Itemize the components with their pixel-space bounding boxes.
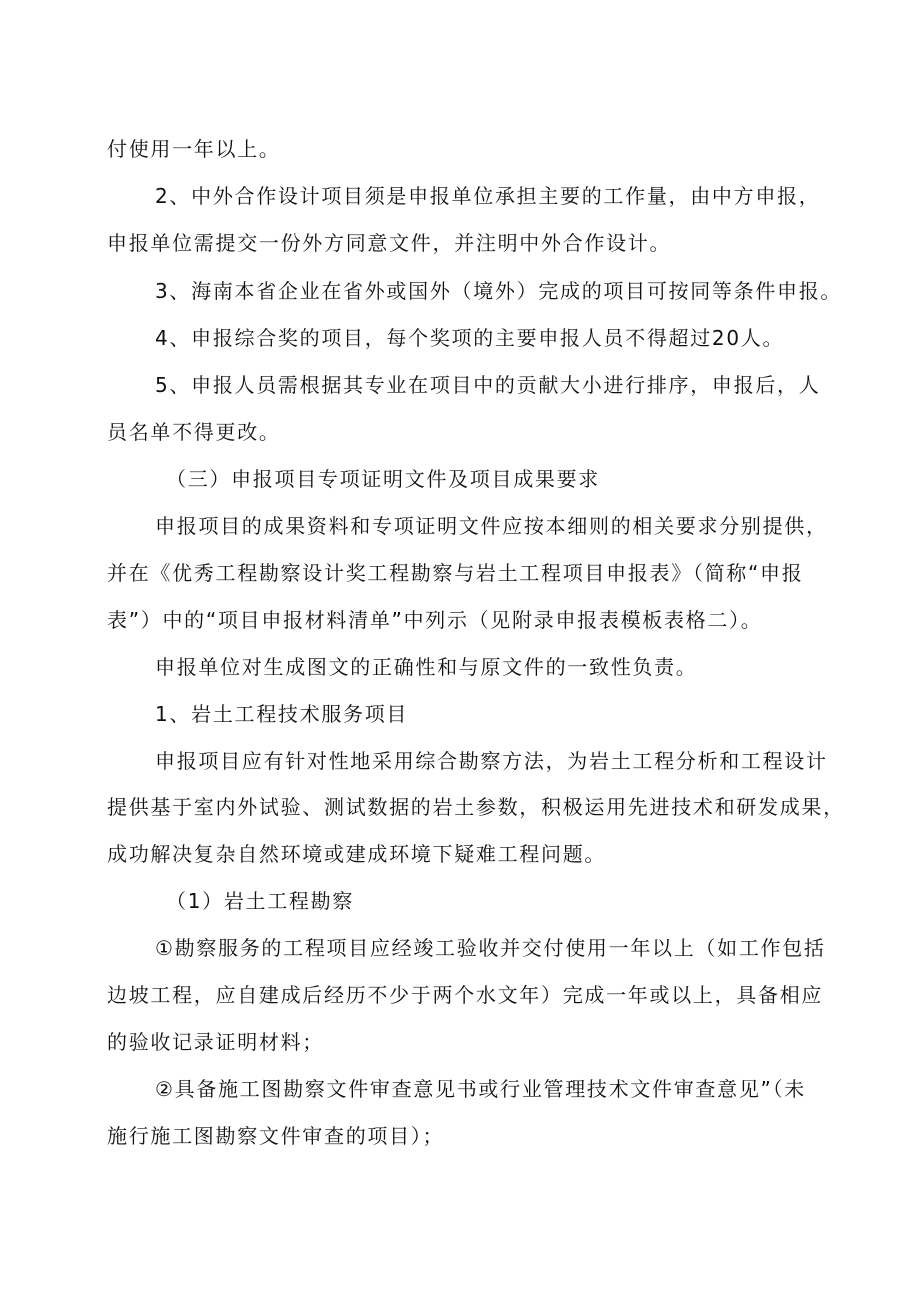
text-line: 施行施工图勘察文件审查的项目）； — [107, 1124, 445, 1148]
text-line: 申报单位需提交一份外方同意文件，并注明中外合作设计。 — [107, 231, 672, 255]
text-line: 付使用一年以上。 — [107, 137, 281, 161]
text-line: ①勘察服务的工程项目应经竣工验收并交付使用一年以上（如工作包括 — [155, 936, 826, 960]
text-line: 表”）中的“项目申报材料清单”中列示（见附录申报表模板表格二）。 — [107, 608, 763, 632]
subsection-heading: 1、岩土工程技术服务项目 — [155, 702, 409, 726]
text-line: 2、中外合作设计项目须是申报单位承担主要的工作量，由中方申报， — [155, 184, 821, 208]
text-line: 并在《优秀工程勘察设计奖工程勘察与岩土工程项目申报表》（简称“申报 — [107, 561, 804, 585]
text-line: 3、海南本省企业在省外或国外（境外）完成的项目可按同等条件申报。 — [155, 279, 843, 303]
text-line: 5、申报人员需根据其专业在项目中的贡献大小进行排序，申报后，人 — [155, 373, 821, 397]
text-line: 4、申报综合奖的项目，每个奖项的主要申报人员不得超过20人。 — [155, 326, 785, 350]
text-line: ②具备施工图勘察文件审查意见书或行业管理技术文件审查意见”（未 — [155, 1077, 806, 1101]
text-line: 员名单不得更改。 — [107, 420, 281, 444]
text-line: 的验收记录证明材料； — [107, 1030, 324, 1054]
subsection-heading: （1）岩土工程勘察 — [166, 889, 355, 913]
text-line: 申报项目应有针对性地采用综合勘察方法，为岩土工程分析和工程设计 — [155, 749, 828, 773]
text-line: 边坡工程，应自建成后经历不少于两个水文年）完成一年或以上，具备相应 — [107, 983, 824, 1007]
text-line: 申报单位对生成图文的正确性和与原文件的一致性负责。 — [155, 655, 698, 679]
text-line: 成功解决复杂自然环境或建成环境下疑难工程问题。 — [107, 842, 607, 866]
text-line: 申报项目的成果资料和专项证明文件应按本细则的相关要求分别提供， — [155, 514, 828, 538]
section-heading: （三）申报项目专项证明文件及项目成果要求 — [166, 467, 600, 491]
text-line: 提供基于室内外试验、测试数据的岩土参数，积极运用先进技术和研发成果， — [107, 795, 845, 819]
